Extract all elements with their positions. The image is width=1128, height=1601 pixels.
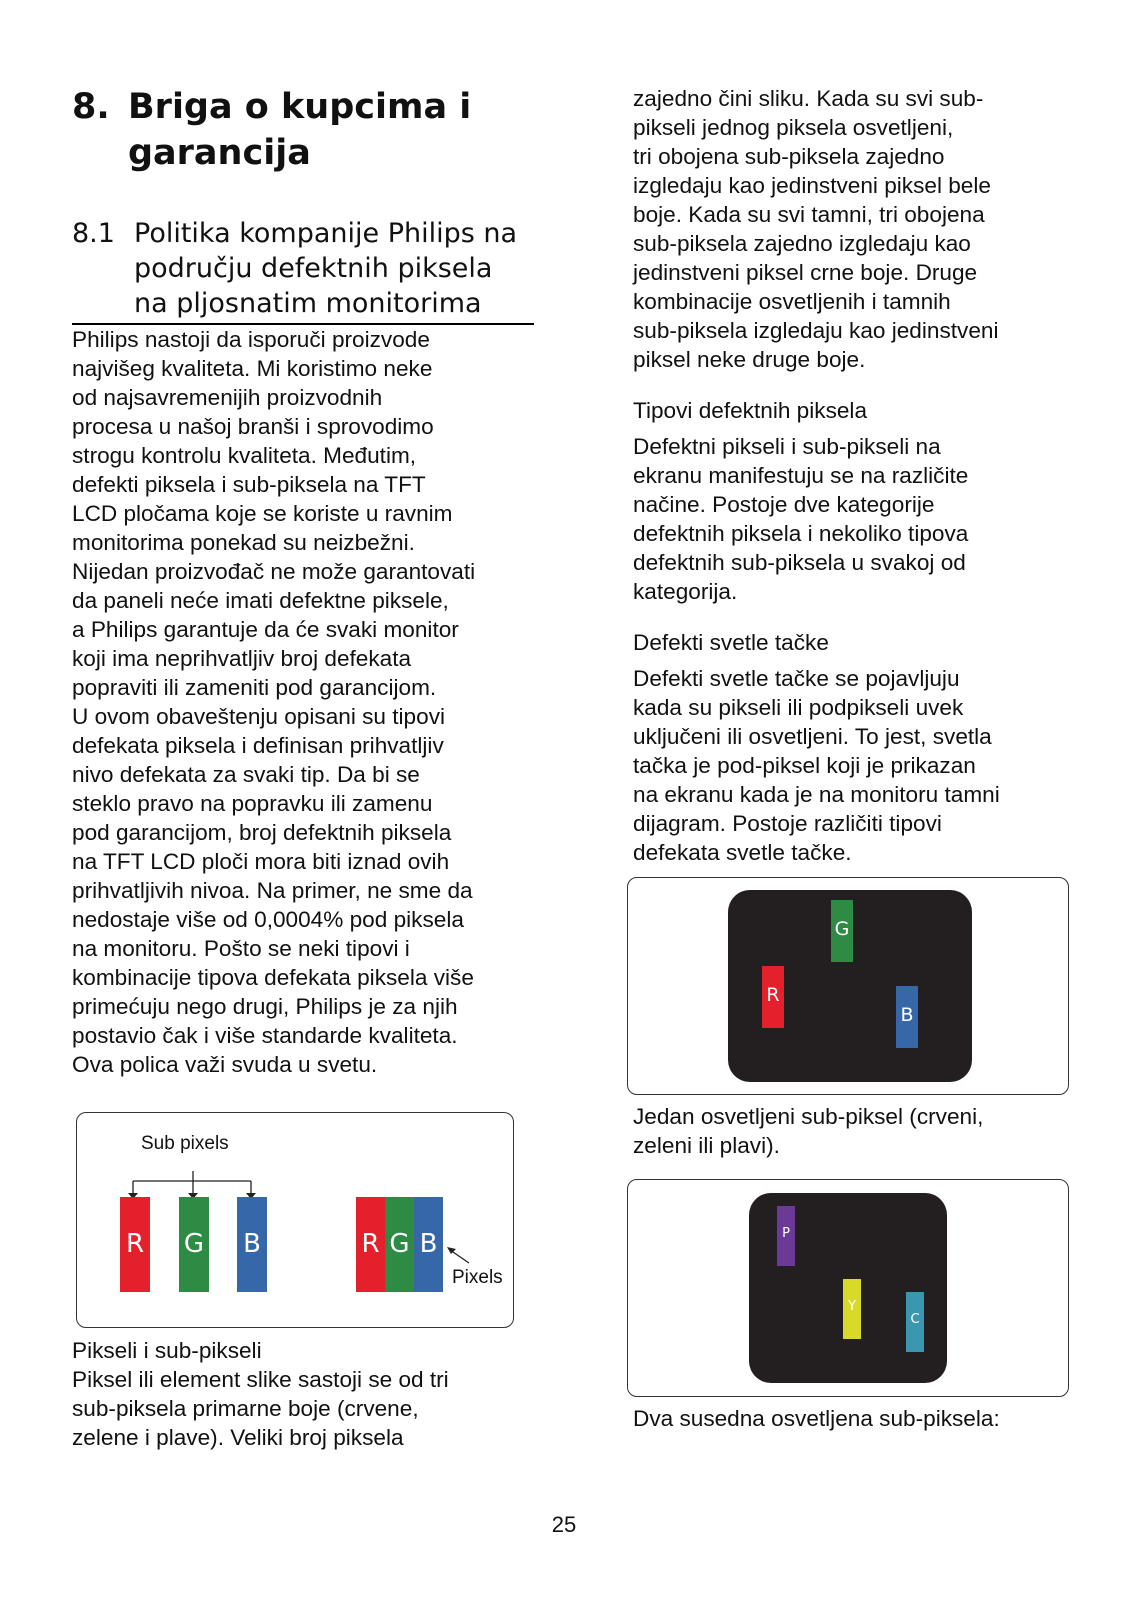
lit-blue-letter: B: [900, 1004, 914, 1026]
subpixel-red-letter: R: [125, 1229, 145, 1259]
pixel-green-letter: G: [389, 1229, 410, 1259]
two-subpixels-figure: [627, 1179, 1069, 1397]
subpixel-red: [120, 1197, 150, 1292]
lit-subpixel-blue: [896, 986, 918, 1048]
pixels-figure: [76, 1112, 514, 1328]
subpixel-green: [179, 1197, 209, 1292]
lit-subpixel-cyan: [906, 1292, 924, 1352]
subpixel-blue-letter: B: [243, 1229, 261, 1259]
lit-yellow-letter: Y: [848, 1299, 856, 1314]
lit-red-letter: R: [766, 984, 780, 1006]
types-heading: Tipovi defektnih piksela: [633, 398, 868, 423]
screen-two: [749, 1193, 947, 1383]
pixel-red: [356, 1197, 385, 1292]
lit-green-letter: G: [834, 918, 850, 940]
caption-one: Jedan osvetljeni sub-piksel (crveni, zeleni ili plavi).: [633, 1104, 984, 1158]
lit-cyan-letter: C: [910, 1312, 920, 1327]
right-column: [633, 84, 1093, 867]
pixel-red-letter: R: [361, 1229, 380, 1259]
pixels-label: Pixels: [452, 1267, 503, 1288]
page-number: 25: [551, 1512, 577, 1537]
caption-two: Dva susedna osvetljena sub-piksela:: [633, 1406, 1000, 1431]
pixel-group: [356, 1197, 443, 1292]
one-subpixel-figure: [627, 877, 1069, 1095]
chapter-heading: [72, 84, 534, 176]
section-title: Politika kompanije Philips na području defektnih piksela na pljosnatim monitorima: [134, 218, 518, 319]
pixel-blue-letter: B: [419, 1229, 438, 1259]
lit-subpixel-green: [831, 900, 853, 962]
subpixel-green-letter: G: [183, 1229, 205, 1259]
pixels-paragraph: Piksel ili element slike sastoji se od tri sub-piksela primarne boje (crvene, zelene i plave). Veliki broj piksela: [72, 1367, 449, 1450]
left-column: [72, 84, 534, 1079]
bright-heading: Defekti svetle tačke: [633, 630, 829, 655]
lit-subpixel-red: [762, 966, 784, 1028]
section-heading: [72, 216, 534, 321]
screen-one: [728, 890, 972, 1082]
chapter-number: 8.: [72, 87, 110, 127]
pixel-green: [385, 1197, 414, 1292]
subpixel-blue: [237, 1197, 267, 1292]
right-paragraph: zajedno čini sliku. Kada su svi sub- pikseli jednog piksela osvetljeni, tri obojena sub-piksela zajedno izgledaju kao jedinstveni piksel bele boje. Kada su svi tamni, tri obojena sub-piksela zajedno izgledaju kao jedinstveni piksel crne boje. Druge kombinacije osvetljenih i tamnih sub-piksela izgledaju kao jedinstveni piksel neke druge boje.: [633, 86, 999, 372]
intro-paragraph: Philips nastoji da isporuči proizvode najvišeg kvaliteta. Mi koristimo neke od najsavremenijih proizvodnih procesa u našoj branši i sprovodimo strogu kontrolu kvaliteta. Međutim, defekti piksela i sub-piksela na TFT LCD pločama koje se koriste u ravnim monitorima ponekad su neizbežni. Nijedan proizvođač ne može garantovati da paneli neće imati defektne piksele, a Philips garantuje da će svaki monitor koji ima neprihvatljiv broj defekata popraviti ili zameniti pod garancijom. U ovom obaveštenju opisani su tipovi defekata piksela i definisan prihvatljiv nivo defekata za svaki tip. Da bi se steklo pravo na popravku ili zamenu pod garancijom, broj defektnih piksela na TFT LCD ploči mora biti iznad ovih prihvatljivih nivoa. Na primer, ne sme da nedostaje više od 0,0004% pod piksela na monitoru. Pošto se neki tipovi i kombinacije tipova defekata piksela više primećuju nego drugi, Philips je za njih postavio čak i više standarde kvaliteta. Ova polica važi svuda u svetu.: [72, 327, 476, 1077]
pixel-blue: [414, 1197, 443, 1292]
chapter-title: Briga o kupcima i garancija: [128, 87, 472, 173]
subpixels-label: Sub pixels: [141, 1133, 229, 1154]
types-paragraph: Defektni pikseli i sub-pikseli na ekranu manifestuju se na različite načine. Postoje dve kategorije defektnih piksela i nekoliko tipova defektnih sub-piksela u svakoj od kategorija.: [633, 434, 969, 604]
lit-purple-letter: P: [782, 1226, 790, 1241]
pixels-heading: Pikseli i sub-pikseli: [72, 1338, 262, 1363]
section-number: 8.1: [72, 218, 115, 249]
lit-subpixel-yellow: [843, 1279, 861, 1339]
bright-paragraph: Defekti svetle tačke se pojavljuju kada su pikseli ili podpikseli uvek uključeni ili osvetljeni. To jest, svetla tačka je pod-piksel koji je prikazan na ekranu kada je na monitoru tamni dijagram. Postoje različiti tipovi defekata svetle tačke.: [633, 666, 1000, 865]
lit-subpixel-purple: [777, 1206, 795, 1266]
